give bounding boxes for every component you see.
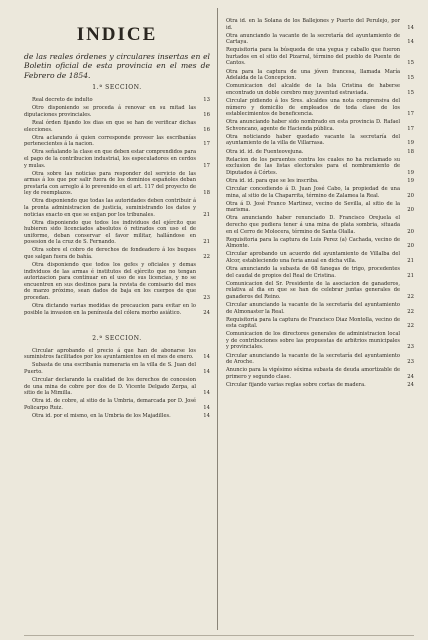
section-heading-2: 2.ª SECCION. [92, 334, 142, 342]
index-entry [226, 33, 414, 46]
index-entry [226, 317, 414, 330]
entry-page-number: 17 [203, 162, 210, 169]
entry-text: Otra sobre las noticias para responder del servicio de las armas á los que por salir fuera de los dominios españoles deban prestarla con arreglo á lo prevenido en el art. 117 del proyecto de ley de reemplazos. [24, 170, 196, 197]
index-entry [226, 69, 414, 82]
entry-page-number: 24 [407, 373, 414, 380]
index-entry [24, 413, 210, 420]
entry-page-number: 19 [407, 177, 414, 184]
entry-text: Requisitoria para la captura de Francisco Diaz Montolla, vecino de esta capital. [226, 316, 400, 330]
entry-text: Circular aprobando el precio á que han de abonarse los suministros facilitados por los ayuntamientos en el mes de enero. [24, 347, 196, 361]
index-entry [24, 135, 210, 148]
entry-text: Comunicacion del Sr. Presidente de la asociacion de ganaderos, relativa al dia en que se han de celebrar juntas generales de ganaderos del Reino. [226, 280, 400, 300]
entry-text: Otra disponiendo que todas las autoridades deben contribuir á la pronta administracion de justicia, suministrando los datos y noticias exacto en que se exijan por los tribunales. [24, 198, 196, 218]
intro-text: de las reales órdenes y circulares insertas en el Boletin oficial de esta provincia en el mes de Febrero de 1854. [24, 52, 210, 80]
index-entry [226, 83, 414, 96]
entry-text: Circular concediendo á D. Juan José Cabo, la propiedad de una mina, al sitio de la Chaparrita, término de Zalamea la Real. [226, 186, 400, 199]
index-entry [226, 367, 414, 380]
index-entry [226, 149, 414, 156]
entry-page-number: 23 [203, 294, 210, 301]
index-entry [226, 18, 414, 31]
index-entry [24, 149, 210, 169]
entry-page-number: 14 [407, 39, 414, 46]
index-entry [24, 105, 210, 118]
entry-page-number: 14 [203, 354, 210, 361]
index-entry [24, 120, 210, 133]
index-entry [226, 201, 414, 214]
entry-page-number: 22 [407, 323, 414, 330]
entry-page-number: 16 [203, 111, 210, 118]
entry-text: Comunicacion de los directores generales de administracion local y de contribuciones sobre las propuestas de arbitrios municipales y provinciales. [226, 331, 400, 351]
index-entry [226, 186, 414, 199]
index-entry [226, 266, 414, 279]
entry-page-number: 14 [203, 390, 210, 397]
entry-page-number: 22 [407, 293, 414, 300]
entry-text: Otra disponiendo que todos los individuos del ejército que hubieren sido licenciados absolutos ó retirados con uso el de uniforme, deban conservar el favor militar, hallándose en posesion de la cruz de S. Fernando. [24, 219, 196, 246]
entry-text: Anuncio para la vigésimo séxima subasta de deuda amortizable de primero y segundo clase. [226, 367, 400, 380]
entry-text: Circular declarando la cualidad de los derechos de concesion de una mina de cobre por dos de D. Vicente Delgado Zerpa, al sitio de la Mimilla. [24, 377, 196, 397]
entry-text: Otra para la captura de una jóven francesa, llamada María Adelaida de la Concepcion. [226, 68, 400, 82]
section-1-list [24, 97, 210, 316]
entry-page-number: 13 [203, 97, 210, 104]
index-entry [226, 178, 414, 185]
entry-page-number: 20 [407, 228, 414, 235]
entry-page-number: 24 [203, 309, 210, 316]
entry-text: Otra anunciando la vacante de la secretaría del ayuntamiento de Cartaya. [226, 32, 400, 46]
section-2-list [24, 348, 210, 420]
entry-text: Otra id. en la Solana de los Ballejones y Puerto del Perulejo, por id. [226, 18, 400, 31]
entry-text: Otra sobre el cobro de derechos de fondeadero á los buques que salgan fuera de bahía. [24, 247, 196, 260]
index-entry [24, 220, 210, 246]
entry-text: Circular anunciando la vacante de la secretaría del ayuntamiento de Almonaster la Real. [226, 302, 400, 315]
index-entry [24, 247, 210, 260]
entry-page-number: 21 [203, 239, 210, 246]
entry-text: Comunicacion del alcalde de la Isla Cristina de haberse encontrado un doble cerebro muy juventud estraviada. [226, 83, 400, 96]
entry-text: Otra id. de cobre, al sitio de la Umbria, demarcada por D. José Policarpo Ruiz. [24, 398, 196, 411]
entry-page-number: 19 [407, 169, 414, 176]
index-entry [226, 302, 414, 315]
entry-text: Otro disponiendo se proceda á renovar en su mitad las diputaciones provinciales. [24, 105, 196, 118]
page-title: INDICE [76, 24, 158, 45]
entry-text: Subasta de una escribanía numeraria en la villa de S. Juan del Puerto. [24, 362, 196, 375]
entry-page-number: 24 [407, 382, 414, 388]
index-entry [24, 362, 210, 375]
entry-page-number: 15 [407, 89, 414, 96]
index-entry [226, 134, 414, 147]
index-entry [226, 47, 414, 67]
index-entry [226, 353, 414, 366]
entry-text: Real órden fijando los dias en que se han de verificar dichas elecciones. [24, 120, 196, 133]
entry-text: Otra noticiando haber quedado vacante la secretaría del ayuntamiento de la villa de Villarrasa. [226, 133, 400, 147]
entry-text: Otra id. id. para que se les inscriba. [226, 177, 319, 184]
index-entry [226, 98, 414, 118]
entry-text: Otra anunciando haber sido nombrado en esta provincia D. Rafael Schvoncano, agente de Hacienda pública. [226, 119, 400, 132]
entry-page-number: 14 [203, 404, 210, 411]
entry-page-number: 16 [203, 126, 210, 133]
entry-page-number: 21 [203, 211, 210, 218]
entry-text: Otra anunciando la subasta de 68 fanegas de trigo, procedentes del caudal de propios del Real de Cristina. [226, 266, 400, 279]
entry-page-number: 15 [407, 75, 414, 82]
entry-page-number: 20 [407, 192, 414, 199]
entry-text: Circular anunciando la vacante de la secretaría del ayuntamiento de Aroche. [226, 352, 400, 366]
entry-text: Circular fijando varias reglas sobre cortas de madera. [226, 382, 366, 388]
entry-text: Otra dictando varias medidas de precaucion para evitar en lo posible la invasion en la península del cólera morbo asiático. [24, 303, 196, 316]
entry-text: Requisitoria para la captura de Luis Perez (a) Cachada, vecino de Almonte. [226, 236, 400, 250]
entry-page-number: 20 [407, 243, 414, 250]
index-entry [226, 157, 414, 177]
entry-page-number: 14 [203, 413, 210, 419]
entry-text: Otra id. id. de Fuenteovejuna. [226, 148, 304, 155]
entry-page-number: 15 [407, 60, 414, 67]
entry-page-number: 18 [203, 190, 210, 197]
left-column [24, 18, 210, 634]
index-entry [24, 377, 210, 397]
right-entry-list [226, 18, 414, 389]
index-entry [226, 331, 414, 351]
entry-text: Otra á D. José Franco Martinez, vecino de Sevilla, al sitio de la marisma. [226, 200, 400, 214]
section-heading-1: 1.ª SECCION. [92, 84, 142, 92]
entry-page-number: 19 [407, 140, 414, 147]
entry-page-number: 17 [407, 125, 414, 132]
entry-text: Requisitoria para la búsqueda de una yegua y caballo que fueron hurtados en el sitio del Pizarral, término del pueblo de Puente de Cantos. [226, 47, 400, 67]
entry-text: Otra aclarando á quien corresponde proveer las escribanías pertenecientes á la nacion. [24, 134, 196, 148]
entry-page-number: 21 [407, 257, 414, 264]
index-entry [226, 251, 414, 264]
entry-page-number: 23 [407, 359, 414, 366]
entry-page-number: 22 [203, 254, 210, 260]
index-entry [24, 97, 210, 104]
index-entry [24, 303, 210, 316]
index-entry [226, 382, 414, 389]
entry-text: Otra id. por el mismo, en la Umbria de los Majadilles. [32, 413, 171, 419]
index-entry [226, 119, 414, 132]
entry-page-number: 23 [407, 344, 414, 351]
entry-text: Otra disponiendo que todos los gefes y oficiales y demas individuos de las armas é institutos del ejército que no tengan autorizacion para continuar en el uso de sus licencias, y no se encuentren en sus destinos para la revista de comisario del mes de marzo próximo, sean dados de baja en los cuerpos de que procedan. [24, 262, 196, 301]
index-entry [226, 281, 414, 301]
entry-page-number: 14 [407, 24, 414, 31]
index-entry [24, 348, 210, 361]
bottom-edge [24, 635, 414, 636]
entry-text: Otra anunciando haber renunciado D. Francisco Orejuela el derecho que pudiera tener á una mina de plata sombria, situada en el Cerro de Molocera, término de Santa Olalla. [226, 215, 400, 235]
entry-page-number: 18 [407, 148, 414, 155]
entry-text: Circular pidiendo á los Sres. alcaldes una nota comprensiva del número y domicilio de empleados de toda clase de los establecimientos de beneficencia. [226, 97, 400, 118]
entry-page-number: 21 [407, 272, 414, 279]
entry-text: Circular aprobando un acuerdo del ayuntamiento de Villalba del Alcor, estableciendo una feria anual en dicha villa. [226, 251, 400, 264]
index-entry [24, 398, 210, 411]
index-entry [24, 262, 210, 301]
column-divider [217, 8, 218, 630]
section-gap [24, 318, 210, 332]
entry-page-number: 20 [407, 207, 414, 214]
entry-page-number: 22 [407, 308, 414, 315]
index-entry [226, 237, 414, 250]
entry-page-number: 17 [407, 111, 414, 118]
entry-text: Relacion de los peruentes contra los cuales no ha reclamado su exclusion de las listas electorales para el nombramiento de Diputados á Córtes. [226, 156, 400, 176]
index-entry [226, 215, 414, 235]
entry-text: Otra señalando la clase en que deben estar comprendidos para el pago de la contribucion industrial, los especuladores en cerdos y mulas. [24, 149, 196, 169]
index-entry [24, 171, 210, 197]
right-column [226, 18, 414, 634]
index-entry [24, 198, 210, 218]
entry-text: Real decreto de indulto [32, 97, 93, 104]
entry-page-number: 14 [203, 368, 210, 375]
entry-page-number: 17 [203, 141, 210, 148]
